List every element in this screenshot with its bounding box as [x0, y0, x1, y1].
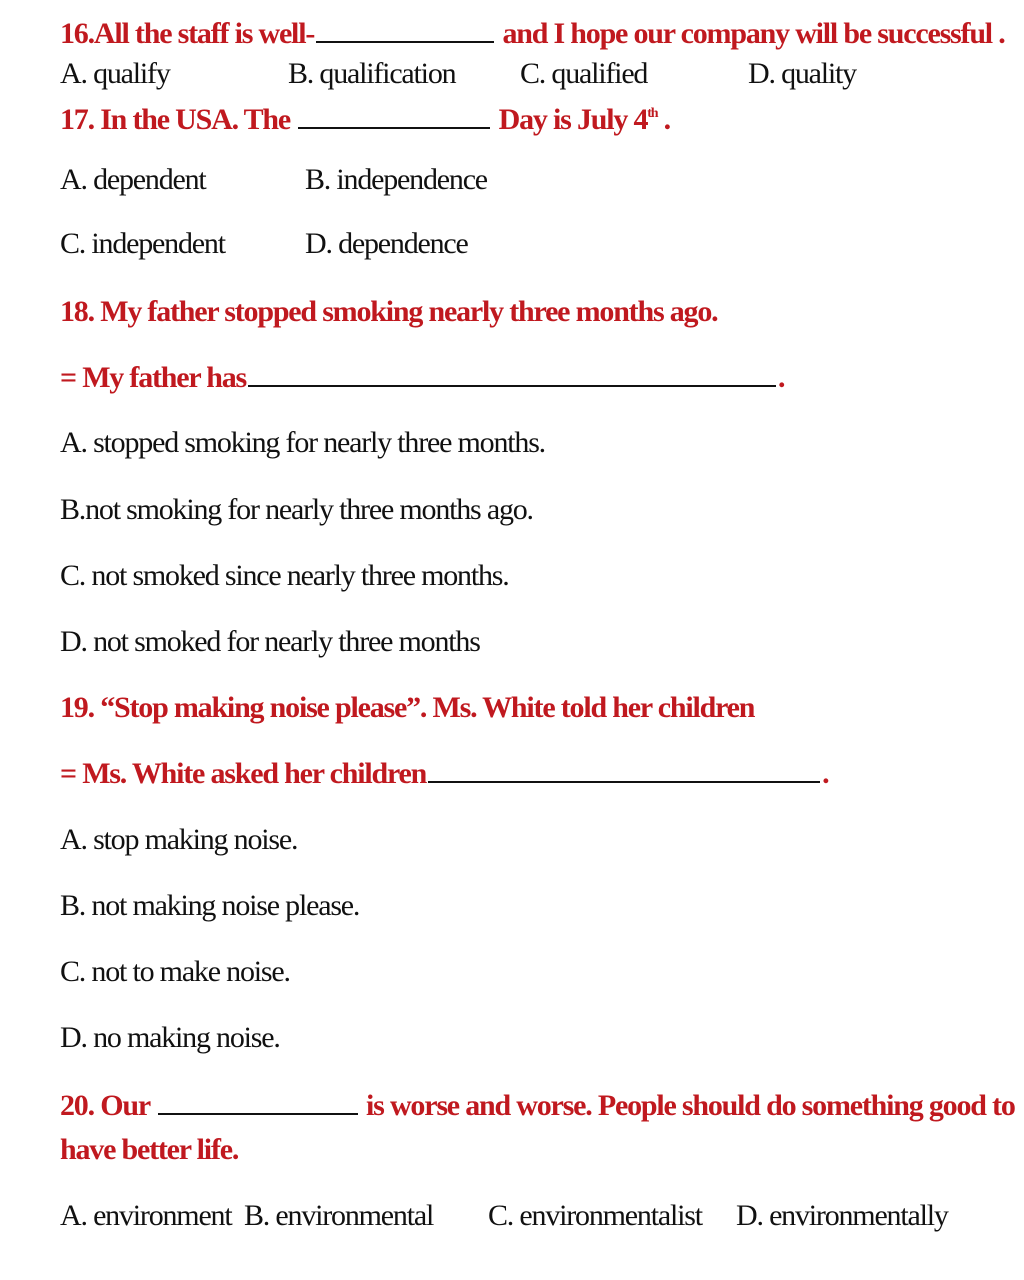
question-20-text-before: 20. Our [60, 1089, 150, 1122]
question-19-blank [428, 757, 820, 783]
question-19-rewrite-text: = Ms. White asked her children [60, 757, 427, 790]
question-19-option-d: D. no making noise. [60, 1021, 280, 1054]
question-17-stem [60, 96, 670, 138]
question-19-option-c: C. not to make noise. [60, 955, 290, 988]
question-16-option-a: A. qualify [60, 57, 170, 90]
question-20-stem [60, 1088, 1015, 1124]
question-20-text-after: is worse and worse. People should do something good to [366, 1089, 1015, 1122]
question-19-rewrite [60, 756, 828, 792]
question-17-text-before: 17. In the USA. The [60, 103, 291, 136]
question-18-rewrite-period: . [778, 361, 785, 394]
question-18-rewrite [60, 360, 784, 396]
question-16-option-d: D. quality [748, 57, 856, 90]
question-16-text-after: and I hope our company will be successful . [502, 17, 1005, 50]
question-16-blank [316, 17, 494, 43]
question-18-option-c: C. not smoked since nearly three months. [60, 559, 509, 592]
question-18-stem: 18. My father stopped smoking nearly three months ago. [60, 295, 718, 328]
question-20-option-b: B. environmental [244, 1199, 434, 1232]
question-18-blank [248, 361, 776, 387]
question-20-blank [158, 1089, 358, 1115]
question-19-option-b: B. not making noise please. [60, 889, 360, 922]
question-17-option-d: D. dependence [305, 227, 468, 260]
question-17-option-c: C. independent [60, 227, 225, 260]
question-20-option-d: D. environmentally [736, 1199, 948, 1232]
question-16-option-b: B. qualification [288, 57, 456, 90]
question-16-option-c: C. qualified [520, 57, 648, 90]
question-20-option-a: A. environment [60, 1199, 232, 1232]
question-19-option-a: A. stop making noise. [60, 823, 298, 856]
question-19-stem: 19. “Stop making noise please”. Ms. White told her children [60, 691, 755, 724]
question-17-text-after: Day is July 4 [498, 103, 648, 136]
question-16-text-before: 16.All the staff is well- [60, 17, 315, 50]
question-17-option-b: B. independence [305, 163, 487, 196]
question-20-options [60, 1198, 980, 1234]
question-16-options [60, 56, 960, 92]
question-20-option-c: C. environmentalist [488, 1199, 702, 1232]
question-18-option-b: B.not smoking for nearly three months ago. [60, 493, 533, 526]
question-16-stem [60, 16, 1005, 52]
question-17-period: . [657, 103, 670, 136]
question-18-option-a: A. stopped smoking for nearly three months. [60, 426, 545, 459]
question-17-ordinal-suffix: th [647, 106, 658, 121]
question-17-blank [298, 103, 490, 129]
question-19-rewrite-period: . [822, 757, 829, 790]
question-17-option-a: A. dependent [60, 163, 206, 196]
question-20-stem-line-2: have better life. [60, 1133, 239, 1166]
question-18-option-d: D. not smoked for nearly three months [60, 625, 480, 658]
question-18-rewrite-text: = My father has [60, 361, 247, 394]
